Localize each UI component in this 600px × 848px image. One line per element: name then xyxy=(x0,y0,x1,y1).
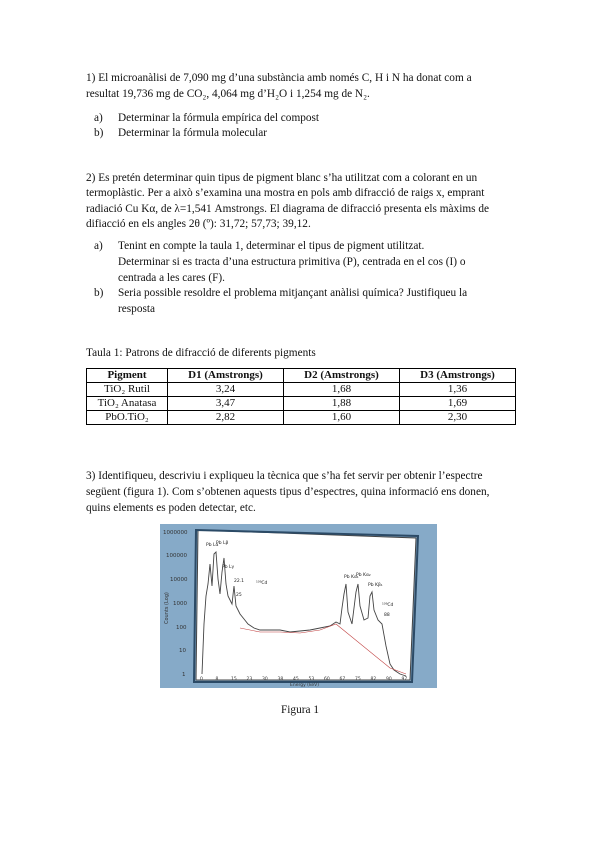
peak-label: Pb Lβ xyxy=(216,541,229,546)
xtick: 97 xyxy=(401,677,408,682)
peak-label: Pb Kα₁ xyxy=(344,575,359,580)
ytick: 10 xyxy=(179,648,186,654)
q1-line1: 1) El microanàlisi de 7,090 mg d’una substància amb només C, H i N ha donat com a xyxy=(86,72,472,84)
spectrum-svg xyxy=(160,524,437,688)
ytick: 1000 xyxy=(173,601,187,607)
xtick: 67 xyxy=(339,677,346,682)
q1-item-a-text: Determinar la fórmula empírica del compost xyxy=(118,112,320,124)
table-cell: 1,60 xyxy=(284,411,400,425)
peak-label: Pb Kα₂ xyxy=(356,573,371,578)
q2-item-a xyxy=(94,238,514,286)
peak-label: Pb Lγ xyxy=(222,565,235,570)
xtick: 75 xyxy=(355,677,361,682)
peak-label: 88 xyxy=(384,613,390,618)
table-cell: 3,47 xyxy=(168,397,284,411)
xtick: 53 xyxy=(308,677,315,682)
q3-line2: següent (figura 1). Com s’obtenen aquests tipus d’espectres, quina informació ens donen, xyxy=(86,486,490,498)
table-cell: 2,30 xyxy=(400,411,516,425)
peak-label: 25 xyxy=(236,593,242,598)
q2-item-a-l2: Determinar si es tracta d’una estructura primitiva (P), centrada en el cos (I) o xyxy=(118,256,466,268)
table-cell: TiO₂ Anatasa xyxy=(87,397,168,411)
peak-label: ¹⁰⁹Cd xyxy=(382,603,394,608)
xtick: 0 xyxy=(200,677,203,682)
q1-item-b xyxy=(94,125,514,141)
ytick: 1000000 xyxy=(163,530,188,536)
table-header-row xyxy=(87,369,516,383)
q2-line3: radiació Cu Kα, de λ=1,541 Amstrongs. El diagrama de difracció presenta els màxims de xyxy=(86,203,490,215)
peak-label: 22.1 xyxy=(234,579,245,584)
table-row xyxy=(87,411,516,425)
table-caption: Taula 1: Patrons de difracció de diferents pigments xyxy=(86,347,316,359)
q1-item-b-text: Determinar la fórmula molecular xyxy=(118,127,267,139)
table-header: D2 (Amstrongs) xyxy=(284,369,400,383)
ytick: 100 xyxy=(176,625,187,631)
q2-item-a-l3: centrada a les cares (F). xyxy=(118,272,225,284)
q3-line1: 3) Identifiqueu, descriviu i expliqueu la tècnica que s’ha fet servir per obtenir l’espectre xyxy=(86,470,483,482)
peak-label: Pb Lα xyxy=(206,543,219,548)
q1-item-a-label: a) xyxy=(94,112,103,124)
table-cell: 1,68 xyxy=(284,383,400,397)
table-cell: 1,36 xyxy=(400,383,516,397)
peak-label: ¹⁰⁹Cd xyxy=(256,581,268,586)
q1-item-a xyxy=(94,110,514,126)
ytick: 10000 xyxy=(170,577,188,583)
xtick: 23 xyxy=(246,677,253,682)
table-row xyxy=(87,383,516,397)
ytick: 100000 xyxy=(166,553,187,559)
x-axis-label: Energy (keV) xyxy=(290,683,319,688)
xtick: 82 xyxy=(370,677,377,682)
peak-label: Pb Kβ₁ xyxy=(368,583,383,588)
table-cell: 2,82 xyxy=(168,411,284,425)
spectrum-photo xyxy=(160,524,437,688)
ytick: 1 xyxy=(182,672,186,678)
xtick: 90 xyxy=(386,677,392,682)
figure-caption: Figura 1 xyxy=(281,704,319,716)
y-axis-label: Counts (Log) xyxy=(164,592,170,624)
table-header: D3 (Amstrongs) xyxy=(400,369,516,383)
table-cell: TiO₂ Rutil xyxy=(87,383,168,397)
q2-item-a-l1: Tenint en compte la taula 1, determinar el tipus de pigment utilitzat. xyxy=(118,240,425,252)
q2-item-b-l2: resposta xyxy=(118,303,156,315)
xtick: 60 xyxy=(324,677,330,682)
q1-item-b-label: b) xyxy=(94,127,104,139)
q2-item-b-label: b) xyxy=(94,287,104,299)
xtick: 15 xyxy=(231,677,237,682)
q2-item-a-label: a) xyxy=(94,240,103,252)
q1-line2: resultat 19,736 mg de CO₂, 4,064 mg d’H₂O i 1,254 mg de N₂. xyxy=(86,88,370,100)
q2-line1: 2) Es pretén determinar quin tipus de pigment blanc s’ha utilitzat com a colorant en un xyxy=(86,172,478,184)
table-cell: 1,88 xyxy=(284,397,400,411)
pigment-table xyxy=(86,368,516,425)
xtick: 8 xyxy=(215,677,219,682)
table-cell: PbO.TiO₂ xyxy=(87,411,168,425)
table-header: Pigment xyxy=(87,369,168,383)
xtick: 45 xyxy=(293,677,299,682)
q2-item-b-l1: Seria possible resoldre el problema mitjançant anàlisi química? Justifiqueu la xyxy=(118,287,468,299)
q3-line3: quins elements es poden detectar, etc. xyxy=(86,502,256,514)
xtick: 38 xyxy=(277,677,284,682)
table-cell: 3,24 xyxy=(168,383,284,397)
q2-line4: difiacció en els angles 2θ (º): 31,72; 57,73; 39,12. xyxy=(86,218,311,230)
q2-item-b xyxy=(94,285,514,317)
table-row xyxy=(87,397,516,411)
table-cell: 1,69 xyxy=(400,397,516,411)
q2-line2: termoplàstic. Per a això s’examina una mostra en pols amb difracció de raigs x, emprant xyxy=(86,187,485,199)
table-header: D1 (Amstrongs) xyxy=(168,369,284,383)
xtick: 30 xyxy=(262,677,268,682)
